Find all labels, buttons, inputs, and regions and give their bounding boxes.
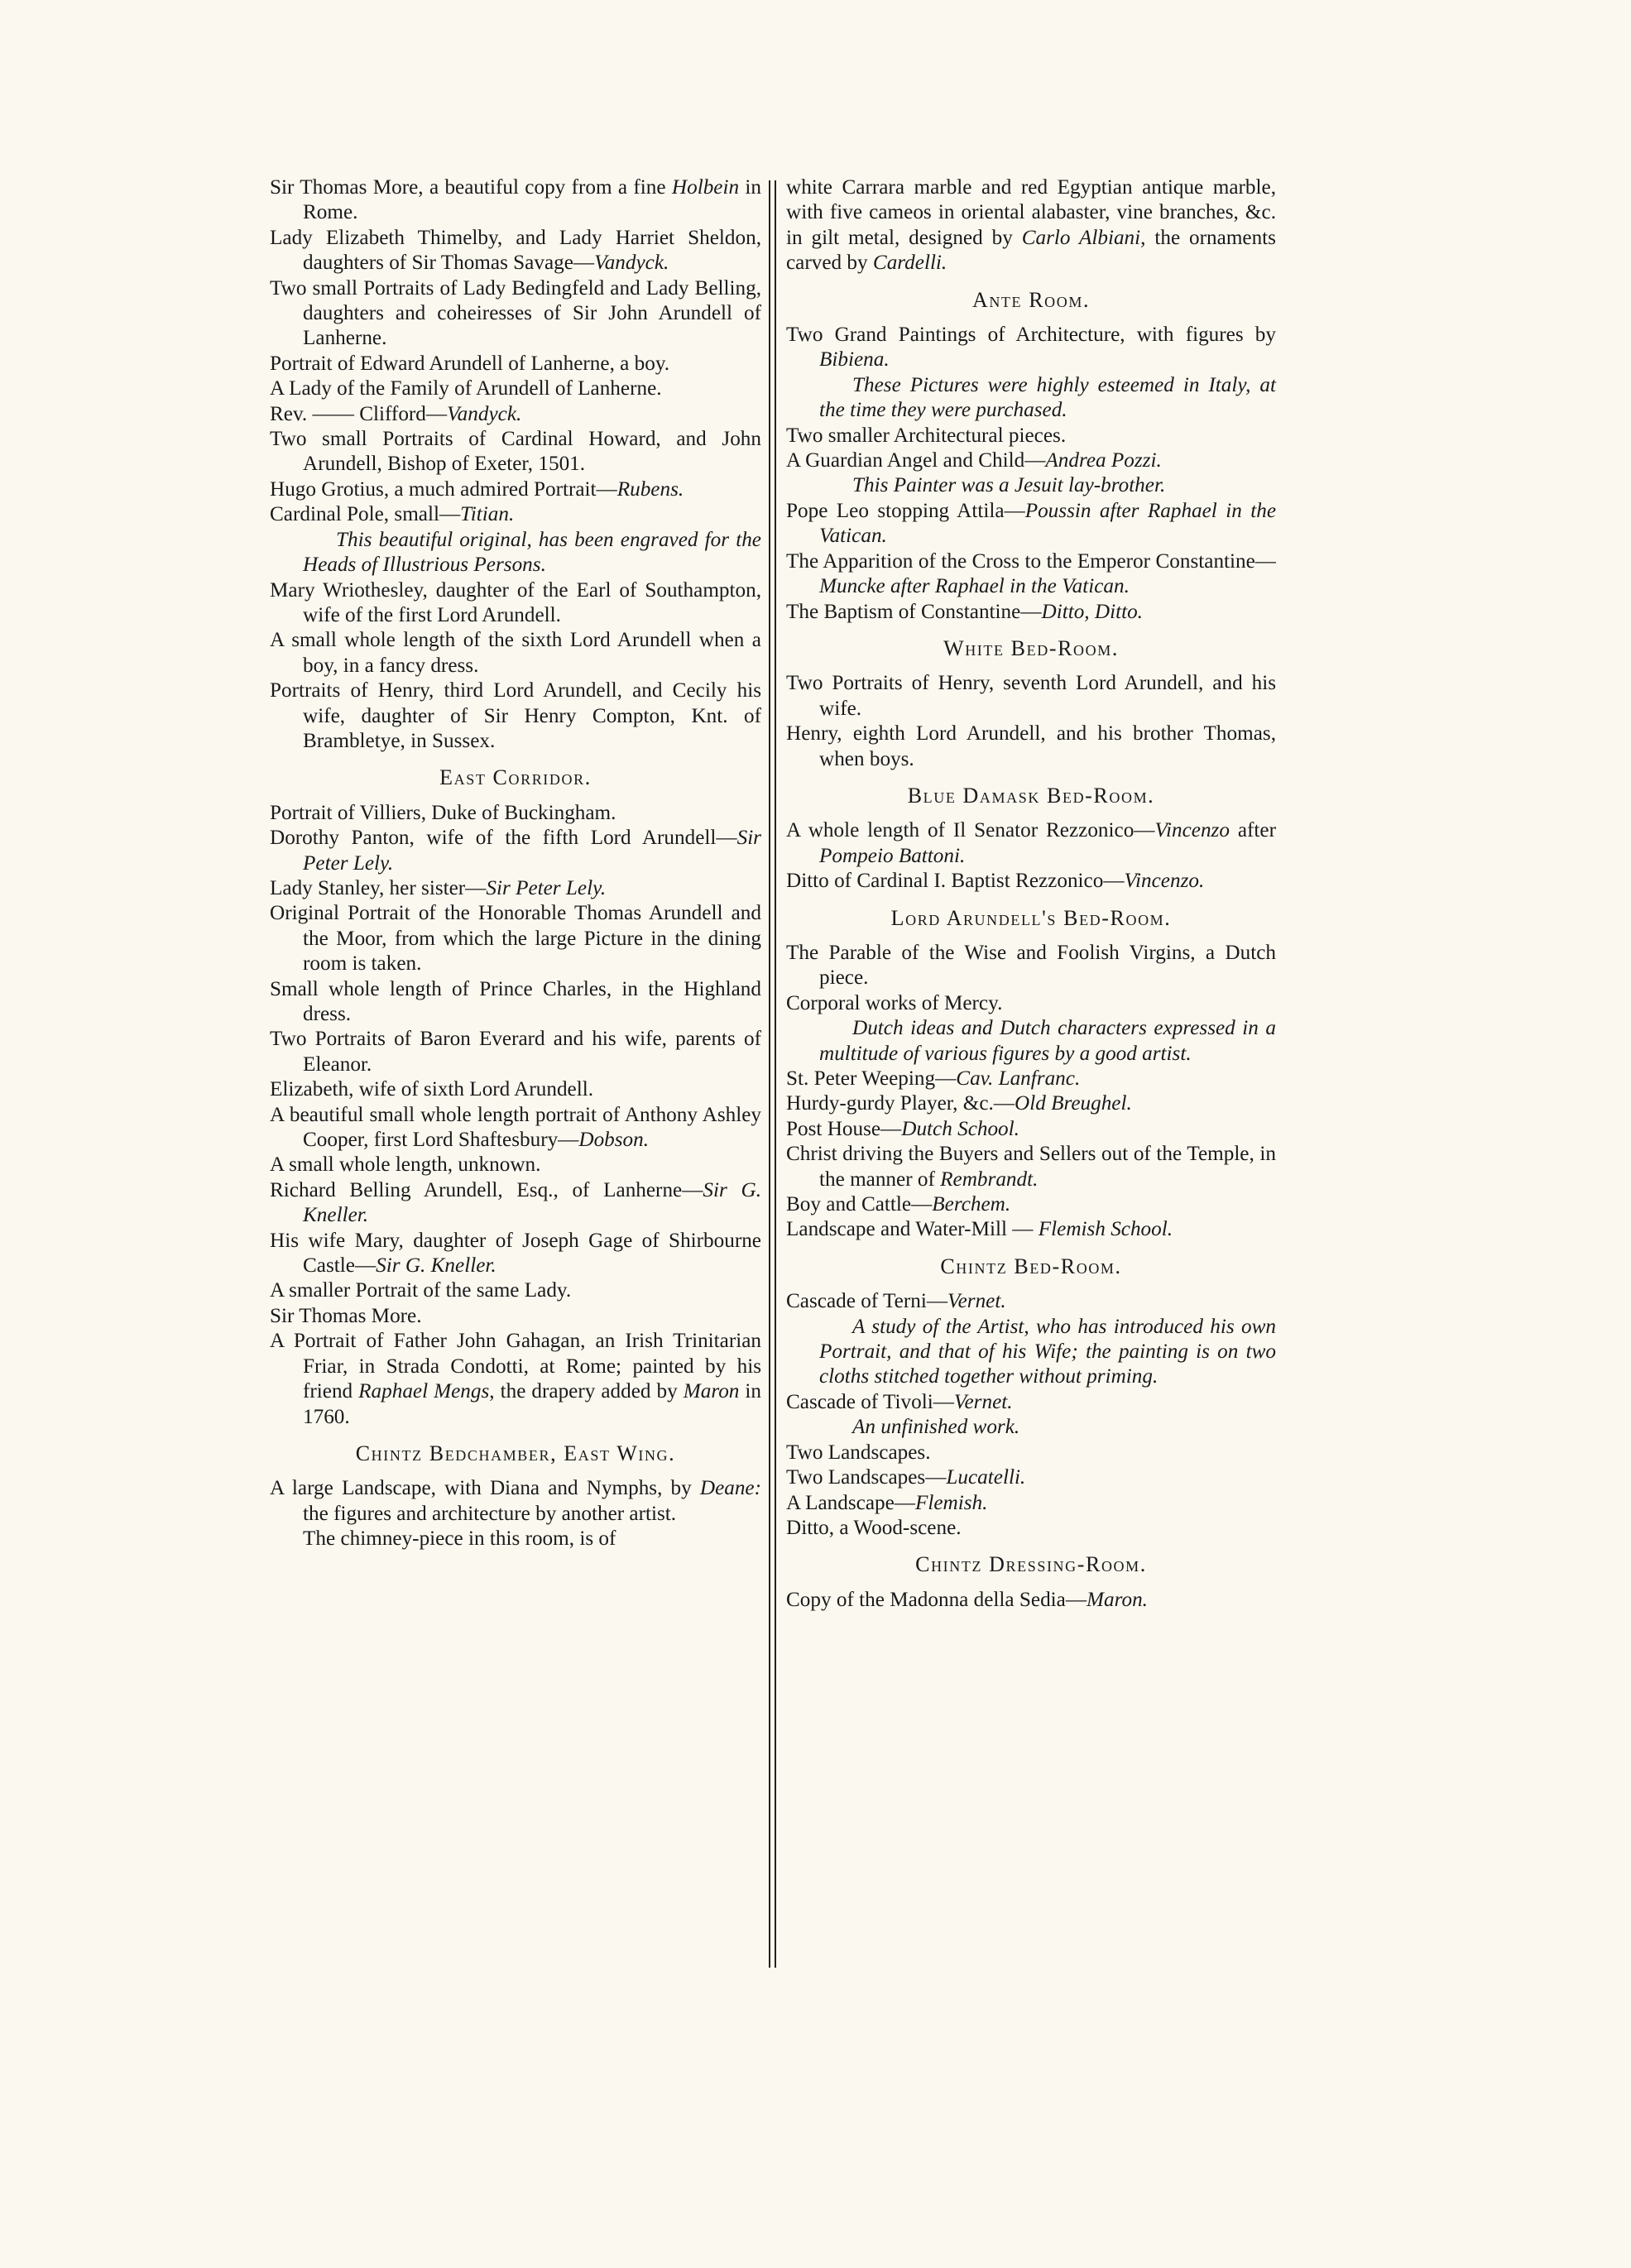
attribution-text: Vincenzo. bbox=[1124, 870, 1205, 893]
catalogue-entry bbox=[786, 1516, 1276, 1541]
entry-note bbox=[786, 473, 1276, 498]
entry-text: The chimney-piece in this room, is of bbox=[303, 1527, 616, 1551]
room-heading bbox=[786, 636, 1276, 661]
entry-text: Chintz Bed-Room. bbox=[940, 1254, 1122, 1278]
attribution-text: Dutch School. bbox=[901, 1117, 1019, 1140]
catalogue-entry bbox=[270, 1153, 761, 1177]
catalogue-entry bbox=[270, 578, 761, 629]
entry-text: Portrait of Edward Arundell of Lanherne, a boy. bbox=[270, 352, 670, 375]
entry-text: This beautiful original, has been engraved for the Heads of Illustrious Persons. bbox=[303, 528, 761, 577]
entry-text: Dorothy Panton, wife of the fifth Lord Arundell— bbox=[270, 827, 737, 850]
entry-text: The Parable of the Wise and Foolish Virgins, a Dutch piece. bbox=[786, 941, 1276, 990]
catalogue-entry bbox=[270, 801, 761, 826]
attribution-text: Pompeio Battoni. bbox=[819, 844, 966, 867]
continued-paragraph bbox=[786, 175, 1276, 276]
catalogue-entry bbox=[786, 448, 1276, 473]
attribution-text: Sir Peter Lely. bbox=[303, 827, 761, 875]
catalogue-entry bbox=[786, 869, 1276, 894]
entry-text: A whole length of Il Senator Rezzonico— bbox=[786, 819, 1155, 842]
attribution-text: Sir Peter Lely. bbox=[486, 876, 607, 899]
catalogue-entry bbox=[270, 1229, 761, 1279]
attribution-text: Sir G. Kneller. bbox=[376, 1254, 496, 1278]
attribution-text: Bibiena. bbox=[819, 348, 890, 372]
catalogue-entry bbox=[786, 600, 1276, 625]
entry-text: St. Peter Weeping— bbox=[786, 1067, 957, 1090]
attribution-text: Rembrandt. bbox=[940, 1168, 1039, 1191]
entry-text: A Lady of the Family of Arundell of Lanherne. bbox=[270, 377, 662, 400]
catalogue-entry bbox=[270, 1329, 761, 1430]
entry-text: in 1760. bbox=[303, 1380, 762, 1428]
catalogue-entry bbox=[786, 722, 1276, 772]
entry-text: Two small Portraits of Lady Bedingfeld and Lady Belling, daughters and coheiresses of Sir John Arundell of Lanherne. bbox=[270, 276, 761, 350]
entry-text: Pope Leo stopping Attila— bbox=[786, 499, 1025, 522]
entry-text: East Corridor. bbox=[439, 765, 592, 790]
attribution-text: Lucatelli. bbox=[946, 1466, 1026, 1489]
entry-text: A Guardian Angel and Child— bbox=[786, 449, 1046, 472]
catalogue-entry bbox=[270, 175, 761, 226]
entry-text: Hugo Grotius, a much admired Portrait— bbox=[270, 477, 617, 501]
attribution-text: Carlo Albiani, bbox=[1021, 226, 1146, 249]
entry-text: Rev. —— Clifford— bbox=[270, 402, 448, 425]
attribution-text: Flemish. bbox=[914, 1491, 988, 1514]
catalogue-entry bbox=[270, 678, 761, 754]
catalogue-entry bbox=[786, 1091, 1276, 1116]
entry-text: Two smaller Architectural pieces. bbox=[786, 424, 1067, 447]
entry-text: His wife Mary, daughter of Joseph Gage of Shirbourne Castle— bbox=[270, 1229, 761, 1278]
entry-note bbox=[786, 373, 1276, 424]
attribution-text: Sir G. Kneller. bbox=[303, 1178, 761, 1227]
catalogue-entry bbox=[786, 1465, 1276, 1490]
continued-paragraph bbox=[270, 1527, 761, 1551]
catalogue-entry bbox=[786, 818, 1276, 869]
room-heading bbox=[270, 765, 761, 790]
entry-text: An unfinished work. bbox=[852, 1416, 1020, 1439]
attribution-text: Raphael Mengs bbox=[358, 1380, 490, 1403]
catalogue-entry bbox=[786, 1289, 1276, 1314]
entry-text: Two Portraits of Henry, seventh Lord Arundell, and his wife. bbox=[786, 672, 1276, 720]
entry-text: These Pictures were highly esteemed in Italy, at the time they were purchased. bbox=[819, 373, 1276, 422]
entry-text: Dutch ideas and Dutch characters expressed in a multitude of various figures by a good artist. bbox=[819, 1017, 1276, 1065]
entry-text: Blue Damask Bed-Room. bbox=[907, 783, 1155, 808]
entry-text: , the drapery added by bbox=[489, 1380, 684, 1403]
entry-text: the ornaments carved by bbox=[786, 226, 1276, 275]
catalogue-entry bbox=[786, 671, 1276, 722]
column-divider bbox=[769, 180, 776, 1968]
entry-text: This Painter was a Jesuit lay-brother. bbox=[852, 474, 1166, 497]
catalogue-entry bbox=[786, 549, 1276, 600]
attribution-text: Deane: bbox=[699, 1477, 761, 1500]
catalogue-entry bbox=[270, 276, 761, 352]
room-heading bbox=[786, 1552, 1276, 1577]
attribution-text: Vandyck. bbox=[447, 402, 522, 425]
catalogue-entry bbox=[786, 941, 1276, 991]
catalogue-entry bbox=[786, 424, 1276, 448]
catalogue-entry bbox=[270, 901, 761, 976]
attribution-text: Cardelli. bbox=[872, 252, 947, 275]
entry-text: the figures and architecture by another artist. bbox=[303, 1502, 677, 1525]
entry-text: Post House— bbox=[786, 1117, 902, 1140]
catalogue-entry bbox=[786, 1192, 1276, 1217]
entry-text: Two Landscapes— bbox=[786, 1466, 947, 1489]
entry-text: A large Landscape, with Diana and Nymphs, by bbox=[270, 1477, 700, 1500]
catalogue-entry bbox=[270, 427, 761, 477]
entry-text: Portrait of Villiers, Duke of Buckingham. bbox=[270, 801, 616, 824]
catalogue-entry bbox=[270, 876, 761, 901]
catalogue-entry bbox=[270, 826, 761, 876]
entry-text: Original Portrait of the Honorable Thomas Arundell and the Moor, from which the large Picture in the dining room is taken. bbox=[270, 902, 761, 976]
entry-text: Lady Stanley, her sister— bbox=[270, 876, 487, 899]
entry-text: Ditto, a Wood-scene. bbox=[786, 1516, 962, 1539]
entry-text: Small whole length of Prince Charles, in the Highland dress. bbox=[270, 977, 761, 1025]
catalogue-entry bbox=[786, 1217, 1276, 1242]
room-heading bbox=[786, 784, 1276, 808]
catalogue-entry bbox=[786, 1142, 1276, 1192]
catalogue-entry bbox=[786, 499, 1276, 549]
entry-text: Chintz Dressing-Room. bbox=[915, 1552, 1147, 1577]
entry-note bbox=[786, 1415, 1276, 1440]
room-heading bbox=[786, 288, 1276, 313]
catalogue-entry bbox=[270, 1103, 761, 1153]
entry-text: A smaller Portrait of the same Lady. bbox=[270, 1279, 572, 1302]
entry-text: Boy and Cattle— bbox=[786, 1193, 933, 1216]
catalogue-entry bbox=[786, 991, 1276, 1016]
entry-text: Copy of the Madonna della Sedia— bbox=[786, 1588, 1087, 1611]
entry-text: Christ driving the Buyers and Sellers out of the Temple, in the manner of bbox=[786, 1143, 1276, 1191]
entry-text: Ante Room. bbox=[971, 287, 1091, 312]
room-heading bbox=[786, 906, 1276, 931]
catalogue-entry bbox=[786, 1588, 1276, 1613]
attribution-text: Berchem. bbox=[932, 1193, 1011, 1216]
catalogue-entry bbox=[786, 323, 1276, 373]
entry-text: after bbox=[1229, 819, 1276, 842]
catalogue-entry bbox=[786, 1441, 1276, 1465]
entry-text: Ditto of Cardinal I. Baptist Rezzonico— bbox=[786, 870, 1125, 893]
room-heading bbox=[270, 1441, 761, 1466]
entry-text: A beautiful small whole length portrait of Anthony Ashley Cooper, first Lord Shaftesbury— bbox=[270, 1103, 761, 1152]
catalogue-entry bbox=[270, 1077, 761, 1102]
entry-text: Richard Belling Arundell, Esq., of Lanherne— bbox=[270, 1178, 703, 1201]
attribution-text: Andrea Pozzi. bbox=[1045, 449, 1162, 472]
entry-text: A Portrait of Father John Gahagan, an Irish Trinitarian Friar, in Strada Condotti, at Rome; painted by his friend bbox=[270, 1330, 761, 1403]
entry-text: Two Grand Paintings of Architecture, with figures by bbox=[786, 324, 1276, 347]
entry-text: Two small Portraits of Cardinal Howard, and John Arundell, Bishop of Exeter, 1501. bbox=[270, 428, 761, 476]
attribution-text: Dobson. bbox=[578, 1129, 650, 1152]
entry-text: Cascade of Tivoli— bbox=[786, 1390, 954, 1413]
catalogue-entry bbox=[270, 502, 761, 527]
catalogue-entry bbox=[786, 1067, 1276, 1091]
catalogue-entry bbox=[270, 226, 761, 276]
entry-text: The Baptism of Constantine— bbox=[786, 600, 1042, 623]
right-column bbox=[786, 175, 1276, 1613]
entry-text: Elizabeth, wife of sixth Lord Arundell. bbox=[270, 1078, 594, 1101]
entry-text: Lord Arundell's Bed-Room. bbox=[890, 905, 1172, 930]
entry-text: Sir Thomas More, a beautiful copy from a fine bbox=[270, 176, 672, 199]
catalogue-entry bbox=[270, 977, 761, 1028]
catalogue-entry bbox=[270, 352, 761, 376]
entry-text: A small whole length of the sixth Lord Arundell when a boy, in a fancy dress. bbox=[270, 629, 761, 677]
left-column bbox=[270, 175, 761, 1552]
attribution-text: Vernet. bbox=[947, 1290, 1006, 1313]
catalogue-entry bbox=[786, 1491, 1276, 1516]
catalogue-entry bbox=[270, 1476, 761, 1527]
entry-text: Two Portraits of Baron Everard and his wife, parents of Eleanor. bbox=[270, 1028, 761, 1076]
entry-text: white Carrara marble and red Egyptian antique marble, with five cameos in oriental alabaster, vine branches, &c. in gilt metal, designed by bbox=[786, 176, 1276, 249]
entry-text: Cardinal Pole, small— bbox=[270, 503, 461, 526]
attribution-text: Cav. Lanfranc. bbox=[956, 1067, 1081, 1090]
attribution-text: Rubens. bbox=[616, 477, 684, 501]
attribution-text: Poussin after Raphael in the Vatican. bbox=[819, 499, 1276, 548]
attribution-text: Titian. bbox=[460, 503, 515, 526]
attribution-text: Vernet. bbox=[953, 1390, 1013, 1413]
room-heading bbox=[786, 1254, 1276, 1279]
catalogue-entry bbox=[270, 1027, 761, 1077]
attribution-text: Maron. bbox=[1087, 1588, 1148, 1611]
entry-text: A small whole length, unknown. bbox=[270, 1153, 541, 1177]
entry-note bbox=[786, 1016, 1276, 1067]
attribution-text: Holbein bbox=[671, 176, 740, 199]
entry-text: Henry, eighth Lord Arundell, and his brother Thomas, when boys. bbox=[786, 722, 1276, 770]
attribution-text: Flemish School. bbox=[1038, 1218, 1173, 1241]
entry-text: Portraits of Henry, third Lord Arundell, and Cecily his wife, daughter of Sir Henry Compton, Knt. of Brambletye, in Sussex. bbox=[270, 679, 761, 752]
entry-text: Cascade of Terni— bbox=[786, 1290, 948, 1313]
entry-text: A study of the Artist, who has introduced his own Portrait, and that of his Wife; the painting is on two cloths stitched together without priming. bbox=[819, 1315, 1276, 1388]
catalogue-entry bbox=[270, 1178, 761, 1229]
entry-note bbox=[270, 528, 761, 578]
entry-text: Hurdy-gurdy Player, &c.— bbox=[786, 1092, 1015, 1115]
entry-text: Chintz Bedchamber, East Wing. bbox=[355, 1441, 676, 1465]
catalogue-entry bbox=[270, 628, 761, 678]
entry-text: The Apparition of the Cross to the Emperor Constantine— bbox=[786, 549, 1276, 573]
entry-text: Sir Thomas More. bbox=[270, 1304, 422, 1327]
catalogue-entry bbox=[270, 1278, 761, 1303]
entry-note bbox=[786, 1315, 1276, 1390]
entry-text: Two Landscapes. bbox=[786, 1441, 931, 1464]
attribution-text: Vincenzo bbox=[1154, 819, 1230, 842]
attribution-text: Old Breughel. bbox=[1015, 1092, 1132, 1115]
catalogue-entry bbox=[270, 402, 761, 427]
catalogue-entry bbox=[270, 376, 761, 401]
catalogue-entry bbox=[786, 1117, 1276, 1142]
entry-text: Landscape and Water-Mill — bbox=[786, 1218, 1039, 1241]
entry-text: Lady Elizabeth Thimelby, and Lady Harriet Sheldon, daughters of Sir Thomas Savage— bbox=[270, 226, 761, 275]
entry-text: A Landscape— bbox=[786, 1491, 915, 1514]
attribution-text: Vandyck. bbox=[594, 252, 669, 275]
catalogue-entry bbox=[786, 1390, 1276, 1415]
catalogue-entry bbox=[270, 1304, 761, 1329]
attribution-text: Ditto, Ditto. bbox=[1041, 600, 1143, 623]
catalogue-entry bbox=[270, 477, 761, 502]
attribution-text: Muncke after Raphael in the Vatican. bbox=[819, 575, 1130, 598]
attribution-text: Maron bbox=[683, 1380, 740, 1403]
entry-text: Mary Wriothesley, daughter of the Earl of Southampton, wife of the first Lord Arundell. bbox=[270, 578, 761, 626]
entry-text: in Rome. bbox=[303, 176, 762, 224]
entry-text: White Bed-Room. bbox=[943, 635, 1119, 660]
entry-text: Corporal works of Mercy. bbox=[786, 991, 1003, 1014]
